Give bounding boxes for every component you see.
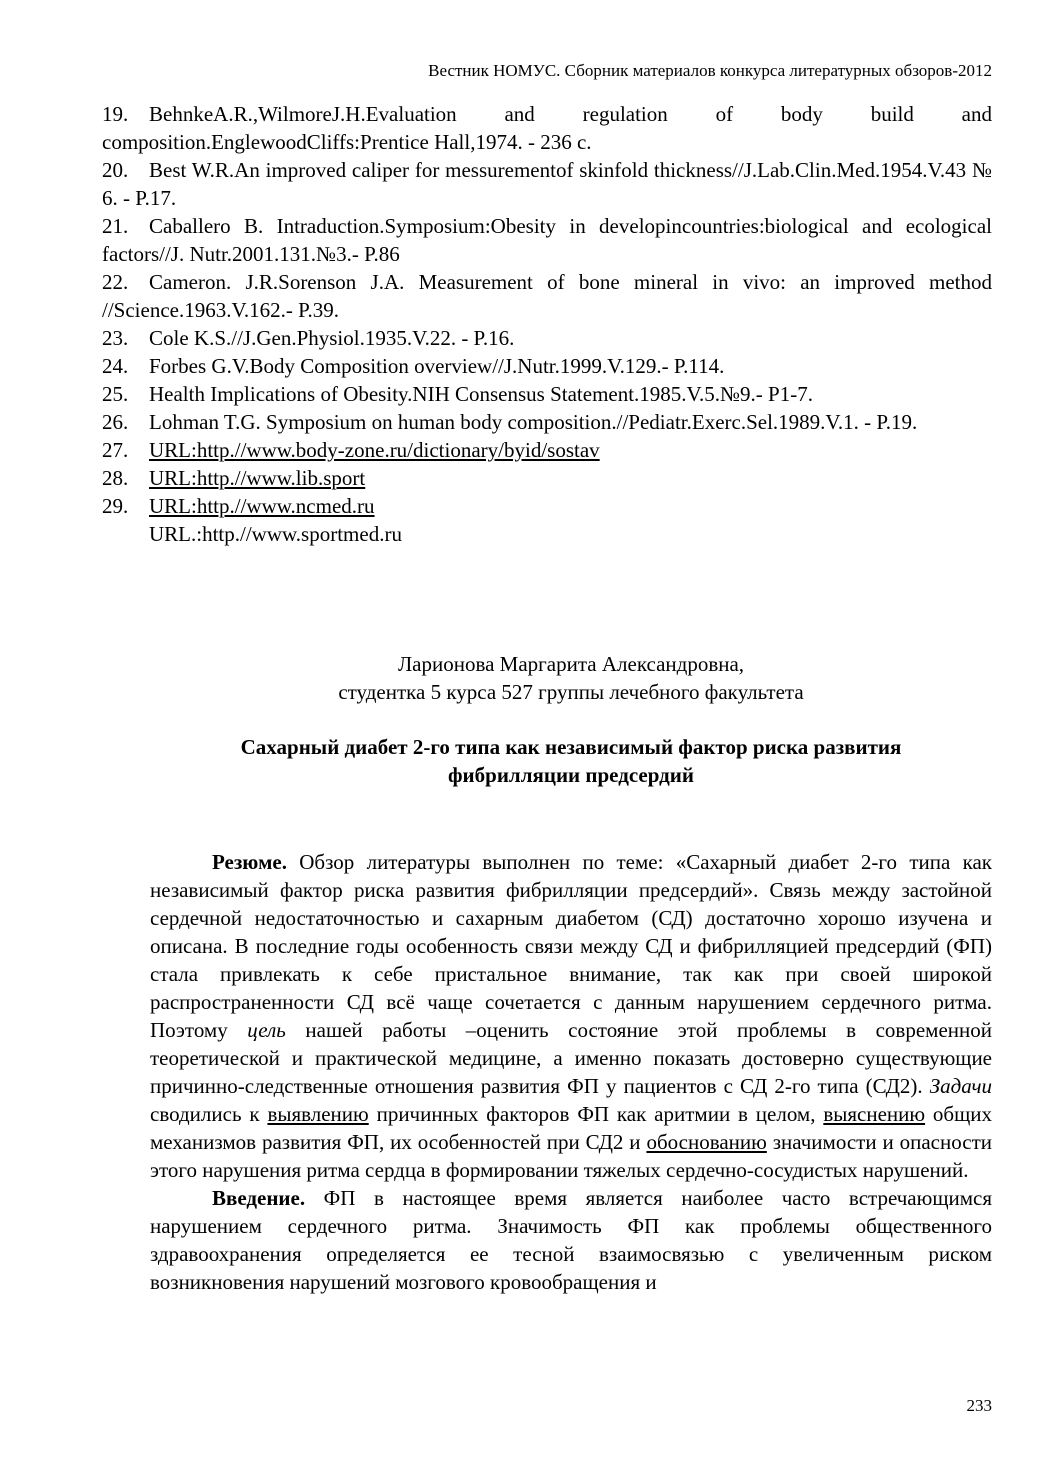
reference-number: 26. bbox=[102, 410, 129, 434]
summary-label: Резюме. bbox=[212, 850, 287, 874]
article-title-line: Сахарный диабет 2-го типа как независимый фактор риска развития bbox=[240, 735, 902, 759]
reference-number: 28. bbox=[102, 466, 129, 490]
reference-number: 20. bbox=[102, 158, 129, 182]
summary-text: общих механизмов развития ФП, их особенностей при СД2 и bbox=[150, 1102, 993, 1154]
reference-number: 29. bbox=[102, 494, 129, 518]
reference-text: Health Implications of Obesity.NIH Consensus Statement.1985.V.5.№9.- P1-7. bbox=[149, 382, 813, 406]
reference-item bbox=[102, 380, 992, 408]
reference-item bbox=[102, 436, 992, 464]
summary-paragraph bbox=[150, 848, 992, 1184]
summary-text: причинных факторов ФП как аритмии в целом, bbox=[368, 1102, 824, 1126]
reference-link[interactable]: URL:http.//www.ncmed.ru bbox=[149, 494, 375, 518]
reference-item bbox=[102, 100, 992, 156]
reference-item bbox=[102, 156, 992, 212]
reference-item bbox=[102, 268, 992, 324]
intro-label: Введение. bbox=[212, 1186, 306, 1210]
reference-number: 22. bbox=[102, 270, 129, 294]
author-affiliation: студентка 5 курса 527 группы лечебного факультета bbox=[338, 680, 804, 704]
reference-number: 19. bbox=[102, 102, 129, 126]
reference-number: 24. bbox=[102, 354, 129, 378]
reference-text: Cameron. J.R.Sorenson J.A. Measurement of bone mineral in vivo: an improved method //Science.1963.V.162.- P.39. bbox=[102, 270, 992, 322]
summary-text: значимости и опасности этого нарушения ритма сердца в формировании тяжелых сердечно-сосудистых нарушений. bbox=[150, 1130, 993, 1182]
reference-item bbox=[102, 408, 992, 436]
reference-text: URL.:http.//www.sportmed.ru bbox=[149, 522, 402, 546]
article-body bbox=[150, 848, 992, 1296]
reference-text: Lohman T.G. Symposium on human body composition.//Pediatr.Exerc.Sel.1989.V.1. - P.19. bbox=[149, 410, 918, 434]
article-title bbox=[150, 733, 992, 789]
reference-item bbox=[102, 464, 992, 492]
author-block bbox=[150, 650, 992, 706]
summary-text: нашей работы –оценить состояние этой проблемы в современной теоретической и практической медицине, а именно показать достоверно существующие причинно-следственные отношения развития ФП у пациентов с СД 2-го типа (СД2). bbox=[150, 1018, 992, 1098]
reference-link[interactable]: URL:http.//www.body-zone.ru/dictionary/byid/sostav bbox=[149, 438, 600, 462]
reference-item bbox=[102, 324, 992, 352]
article-title-line: фибрилляции предсердий bbox=[448, 763, 694, 787]
reference-item bbox=[102, 352, 992, 380]
summary-underlined-term: обоснованию bbox=[646, 1130, 767, 1154]
reference-item bbox=[102, 212, 992, 268]
intro-paragraph bbox=[150, 1184, 992, 1296]
reference-item bbox=[102, 520, 992, 548]
intro-text: ФП в настоящее время является наиболее часто встречающимся нарушением сердечного ритма. Значимость ФП как проблемы общественного здравоохранения определяется ее тесной взаимосвязью с увеличенным риском возникновения нарушений мозгового кровообращения и bbox=[150, 1186, 992, 1294]
reference-text: Cole K.S.//J.Gen.Physiol.1935.V.22. - P.16. bbox=[149, 326, 515, 350]
reference-text: Caballero B. Intraduction.Symposium:Obesity in developincountries:biological and ecological factors//J. Nutr.2001.131.№3.- P.86 bbox=[102, 214, 992, 266]
reference-item bbox=[102, 492, 992, 520]
reference-text: Best W.R.An improved caliper for messurementof skinfold thickness//J.Lab.Clin.Med.1954.V.43 № 6. - P.17. bbox=[102, 158, 992, 210]
summary-text: Обзор литературы выполнен по теме: «Сахарный диабет 2-го типа как независимый фактор риска развития фибрилляции предсердий». Связь между застойной сердечной недостаточностью и сахарным диабетом (СД) достаточно хорошо изучена и описана. В последние годы особенность связи между СД и фибрилляцией предсердий (ФП) стала привлекать к себе пристальное внимание, так как при своей широкой распространенности СД всё чаще сочетается с данным нарушением сердечного ритма. Поэтому bbox=[150, 850, 992, 1042]
summary-underlined-term: выявлению bbox=[267, 1102, 369, 1126]
summary-tasks-term: Задачи bbox=[929, 1074, 992, 1098]
summary-goal-term: цель bbox=[247, 1018, 286, 1042]
summary-underlined-term: выяснению bbox=[823, 1102, 926, 1126]
reference-number: 27. bbox=[102, 438, 129, 462]
page-number: 233 bbox=[966, 1396, 992, 1415]
summary-text: сводились к bbox=[150, 1102, 268, 1126]
reference-list bbox=[102, 100, 992, 548]
reference-number: 23. bbox=[102, 326, 129, 350]
reference-text: Forbes G.V.Body Composition overview//J.Nutr.1999.V.129.- P.114. bbox=[149, 354, 725, 378]
reference-number: 21. bbox=[102, 214, 129, 238]
reference-text: BehnkeA.R.,WilmoreJ.H.Evaluation and regulation of body build and composition.EnglewoodCliffs:Prentice Hall,1974. - 236 c. bbox=[102, 102, 992, 154]
reference-number: 25. bbox=[102, 382, 129, 406]
author-name: Ларионова Маргарита Александровна, bbox=[397, 652, 745, 676]
reference-link[interactable]: URL:http.//www.lib.sport bbox=[149, 466, 366, 490]
running-head: Вестник НОМУС. Сборник материалов конкурса литературных обзоров-2012 bbox=[428, 61, 992, 80]
